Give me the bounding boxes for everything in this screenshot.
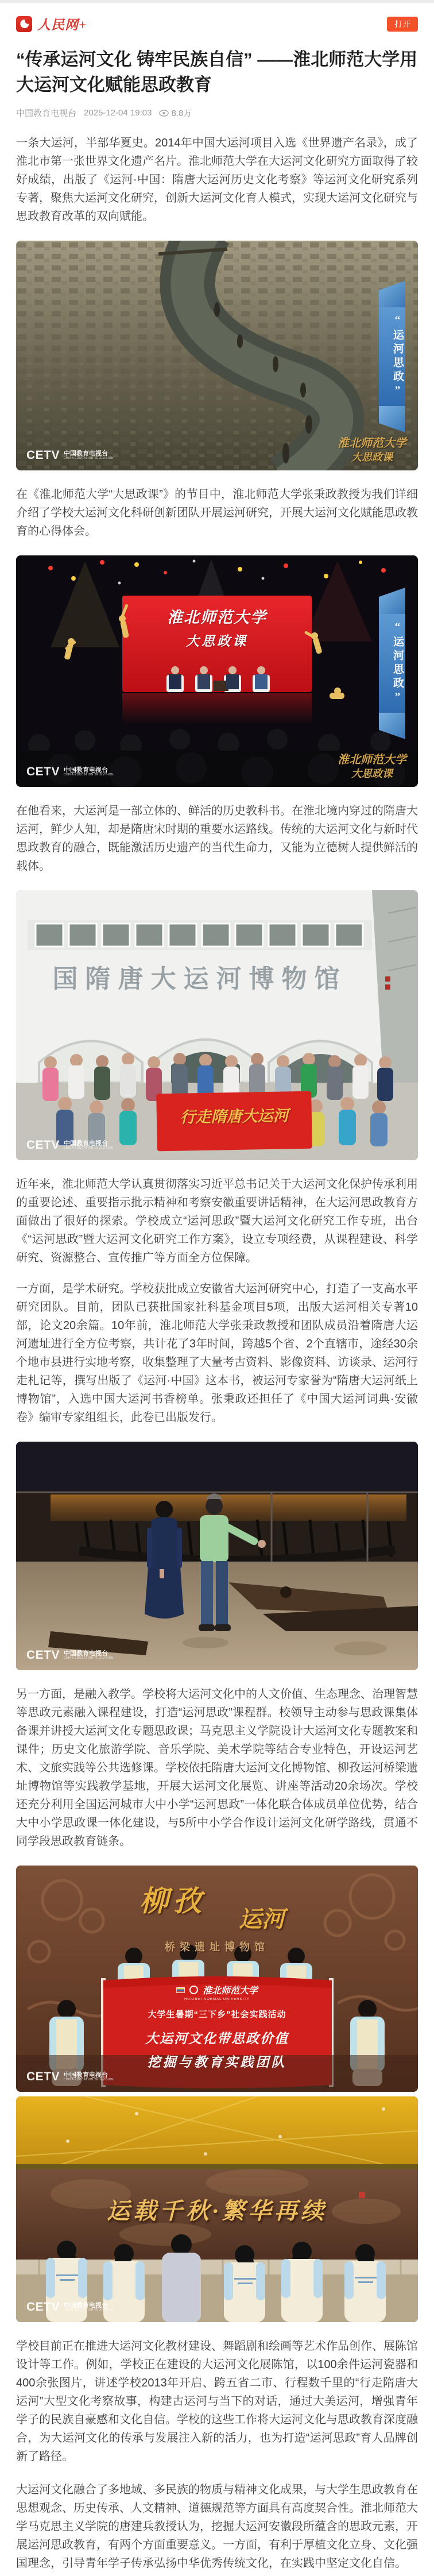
flag-university-name: 淮北师范大学 bbox=[202, 1986, 258, 1996]
cetv-watermark: CETV 中国教育电视台 CHINA EDUCATION TELEVISION bbox=[26, 1648, 114, 1662]
flag-text-block bbox=[108, 1983, 326, 2071]
paragraph-4: 近年来，淮北师范大学认真贯彻落实习近平总书记关于大运河文化保护传承利用的重要论述、重要指示批示精神和考察安徽重要讲话精神，在大运河思政教育方面做出了很好的探索。学校成立“运河思政”暨大运河文化研究工作专班，出台《“运河思政”暨大运河文化研究工作方案》，设立专项经费，从课程建设、科学研究、资源整合、宣传推广等方面全方位保障。 bbox=[16, 1178, 418, 1264]
relief-title-liuzi: 柳孜 bbox=[140, 1885, 206, 1917]
calligraphy-seal-icons bbox=[385, 976, 390, 990]
cetv-watermark: CETV 中国教育电视台 CHINA EDUCATION TELEVISION bbox=[26, 1138, 114, 1152]
cetv-watermark: CETV 中国教育电视台 CHINA EDUCATION TELEVISION bbox=[26, 2300, 114, 2314]
ribbon-label: “运河思政” bbox=[379, 307, 405, 406]
cetv-watermark: CETV 中国教育电视台 CHINA EDUCATION TELEVISION bbox=[26, 449, 114, 462]
photo-studio-stage[interactable] bbox=[16, 555, 418, 787]
photo-relief-team[interactable] bbox=[16, 1866, 418, 2092]
floor-reflection bbox=[122, 693, 312, 725]
flag-university-name-en: HUAIBEI NORMAL UNIVERSITY bbox=[184, 1998, 250, 2001]
photo-canal-aerial[interactable] bbox=[16, 241, 418, 470]
flag-activity-line: 大学生暑期“三下乡”社会实践活动 bbox=[148, 2010, 286, 2019]
article-source[interactable]: 中国教育电视台 bbox=[16, 109, 77, 118]
canal-ideology-ribbon bbox=[379, 588, 405, 739]
flag-header bbox=[108, 1983, 326, 1996]
photo-museum-group[interactable] bbox=[16, 890, 418, 1160]
university-seal-icon bbox=[189, 1986, 198, 1994]
crescent-logo-icon bbox=[19, 18, 30, 29]
paragraph-2: 在《淮北师范大学“大思政课”》的节目中，淮北师范大学张秉政教授为我们详细介绍了学校大运河文化科研创新团队开展运河研究，开展大运河文化赋能思政教育的心得体会。 bbox=[16, 488, 418, 538]
app-header bbox=[0, 3, 434, 33]
relief-title-canal: 运河 bbox=[239, 1906, 285, 1932]
ribbon-flag-icon bbox=[379, 281, 405, 307]
view-count bbox=[159, 107, 192, 119]
cetv-watermark: CETV 中国教育电视台 CHINA EDUCATION TELEVISION bbox=[26, 765, 114, 778]
ribbon-label: “运河思政” bbox=[379, 614, 405, 713]
page-title: “传承运河文化 铸牢民族自信” ——淮北师范大学用大运河文化赋能思政教育 bbox=[16, 49, 418, 95]
banner-text: 行走隋唐大运河 bbox=[180, 1107, 289, 1126]
golden-ceiling bbox=[16, 2096, 418, 2165]
led-screen-text: 淮北师范大学 大思政课 bbox=[167, 609, 267, 648]
app-name: 人民网+ bbox=[37, 18, 87, 32]
canal-ideology-ribbon bbox=[379, 281, 405, 432]
paragraph-1: 一条大运河，半部华夏史。2014年中国大运河项目入选《世界遗产名录》，成了淮北市第一张世界文化遗产名片。淮北师范大学在大运河文化研究方面取得了较好成绩，出版了《运河·中国：隋唐大运河历史文化考察》等运河文化研究系列专著，聚焦大运河文化研究，创新大运河文化育人模式，实现大运河文化研究与思政教育改革的双向赋能。 bbox=[16, 137, 418, 223]
window-band bbox=[28, 920, 372, 950]
photo-excavation-site[interactable] bbox=[16, 1442, 418, 1670]
ribbon-flag-icon bbox=[379, 406, 405, 432]
peoples-daily-app-icon[interactable] bbox=[16, 16, 32, 32]
eye-icon bbox=[159, 110, 169, 117]
article-time: 2025-12-04 19:03 bbox=[84, 108, 152, 118]
open-app-button[interactable]: 打开 bbox=[387, 17, 418, 32]
flag-team-line-1: 大运河文化带思政价值 bbox=[145, 2032, 289, 2046]
photo-mural-students[interactable] bbox=[16, 2096, 418, 2322]
cetv-watermark: CETV 中国教育电视台 CHINA EDUCATION TELEVISION bbox=[26, 2070, 114, 2083]
flag-team-line-2: 挖掘与教育实践团队 bbox=[147, 2055, 287, 2069]
museum-facade-sign: 国隋唐大运河博物馆 bbox=[52, 965, 347, 993]
eave-line bbox=[16, 2164, 418, 2169]
mural-motto-text: 运载千秋·繁华再续 bbox=[107, 2198, 327, 2224]
ribbon-flag-icon bbox=[379, 588, 405, 614]
mural-seal-icon bbox=[359, 2192, 365, 2198]
view-count-value: 8.8万 bbox=[171, 109, 192, 118]
program-badge: 淮北师范大学 大思政课 bbox=[338, 753, 406, 779]
paragraph-5: 一方面，是学术研究。学校获批成立安徽省大运河研究中心，打造了一支高水平研究团队。目前，团队已获批国家社科基金项目5项，出版大运河相关专著10部，论文20余篇。10年前，淮北师范大学张秉政教授和团队成员沿着隋唐大运河遗址进行全方位考察，共计花了3年时间，跨越5个省、2个直辖市，途经30余个地市县进行实地考察，收集整理了大量考古资料、影像资料、访谈录、运河行走札记等，撰写出版了《运河·中国》这本书，被运河专家誉为“隋唐大运河纸上博物馆”，入选中国大运河书香榜单。张秉政还担任了《中国大运河词典·安徽卷》编审专家组组长，此卷已出版发行。 bbox=[16, 1283, 418, 1424]
flag-emblem-icon bbox=[176, 1987, 185, 1993]
paragraph-7: 学校目前正在推进大运河文化教材建设、舞蹈剧和绘画等艺术作品创作、展陈馆设计等工作。例如，学校正在建设的大运河文化展陈馆，以100余件运河瓷器和400余张图片，讲述学校2013年开启、跨五省二市、行程数千里的“行走隋唐大运河”大型文化考察故事，构建古运河与当下的对话，通过大美运河，增强青年学子的民族自豪感和文化自信。学校的这些工作将大运河文化与思政教育深度融合，为大运河文化的传承与发展注入新的活力，也为打造“运河思政”育人品牌创新了路径。 bbox=[16, 2340, 418, 2463]
program-badge: 淮北师范大学 大思政课 bbox=[338, 437, 406, 463]
paragraph-8: 大运河文化融合了多地域、多民族的物质与精神文化成果，与大学生思政教育在思想观念、历史传承、人文精神、道德规范等方面具有高度契合性。淮北师范大学马克思主义学院的唐建兵教授认为，挖掘大运河安徽段所蕴含的思政元素，开展运河思政教育，有两个方面重要意义。一方面，有利于厚植文化立身、文化强国理念，引导青年学子传承弘扬中华优秀传统文化，在实践中坚定文化自信。 bbox=[16, 2484, 418, 2570]
ribbon-flag-icon bbox=[379, 713, 405, 739]
paragraph-3: 在他看来，大运河是一部立体的、鲜活的历史教科书。在淮北境内穿过的隋唐大运河，鲜少人知，却是隋唐宋时期的重要水运路线。传统的大运河文化与新时代思政教育的融合，既能激活历史遗产的当代生命力，又能为立德树人提供鲜活的载体。 bbox=[16, 805, 418, 872]
excavation-illustration bbox=[16, 1442, 418, 1670]
paragraph-6: 另一方面，是融入教学。学校将大运河文化中的人文价值、生态理念、治理智慧等思政元素融入课程建设，打造“运河思政”课程群。校领导主动参与思政课集体备课并讲授大运河文化专题思政课；马克思主义学院设计大运河文化专题教案和课件；历史文化旅游学院、音乐学院、美术学院等结合专业特色，开设运河艺术、文旅实践等公共选修课。学校依托隋唐大运河文化博物馆、柳孜运河桥梁遗址博物馆等实践教学基地，开展大运河文化展览、讲座等活动20余场次。学校还充分利用全国运河城市大中小学“运河思政”一体化联合体成员单位优势，结合大中小学思政课一体化建设，与5所中小学合作设计运河文化研学路线，贯通不同学段思政教育链条。 bbox=[16, 1688, 418, 1848]
relief-subtitle: 桥梁遗址博物馆 bbox=[165, 1941, 269, 1953]
article-meta bbox=[16, 107, 418, 119]
